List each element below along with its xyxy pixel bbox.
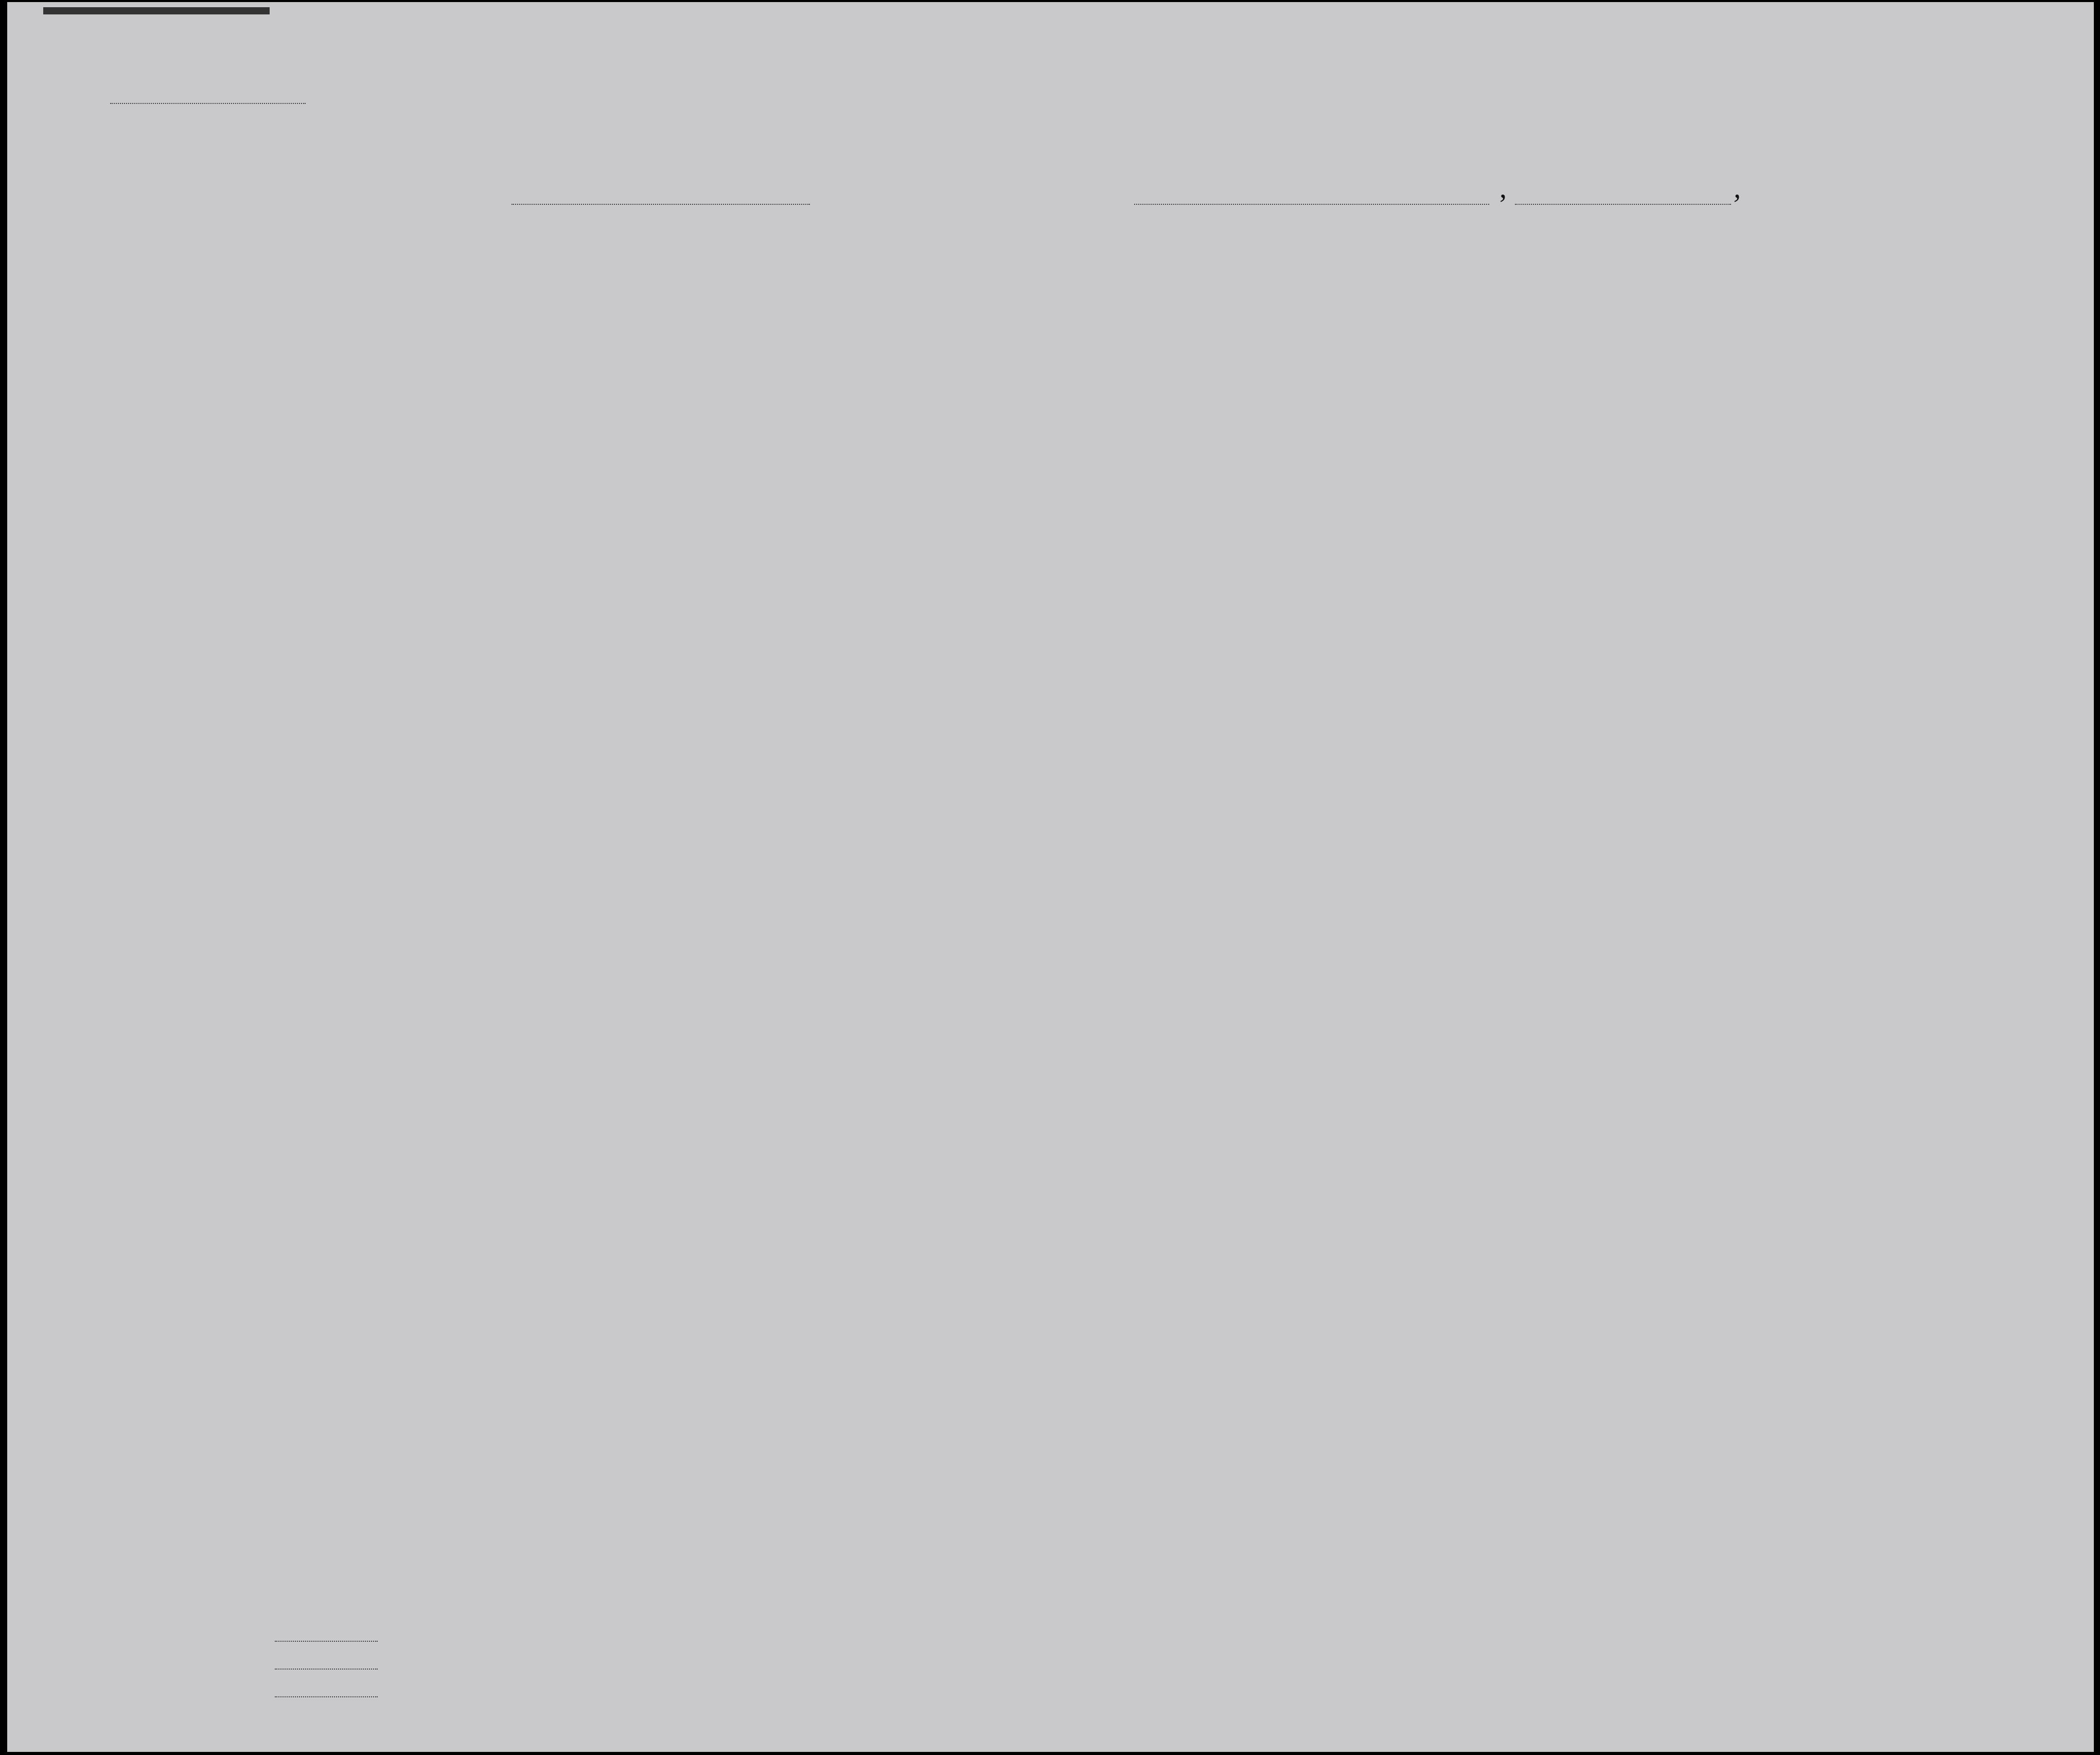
year-prefix: , bbox=[1734, 172, 1741, 204]
total-line bbox=[275, 1641, 378, 1642]
manifest-grid bbox=[7, 2, 2094, 1752]
aliens-line bbox=[275, 1696, 378, 1697]
manifest-sheet bbox=[7, 2, 2094, 1752]
citizens-line bbox=[275, 1669, 378, 1670]
comma: , bbox=[1499, 172, 1507, 204]
